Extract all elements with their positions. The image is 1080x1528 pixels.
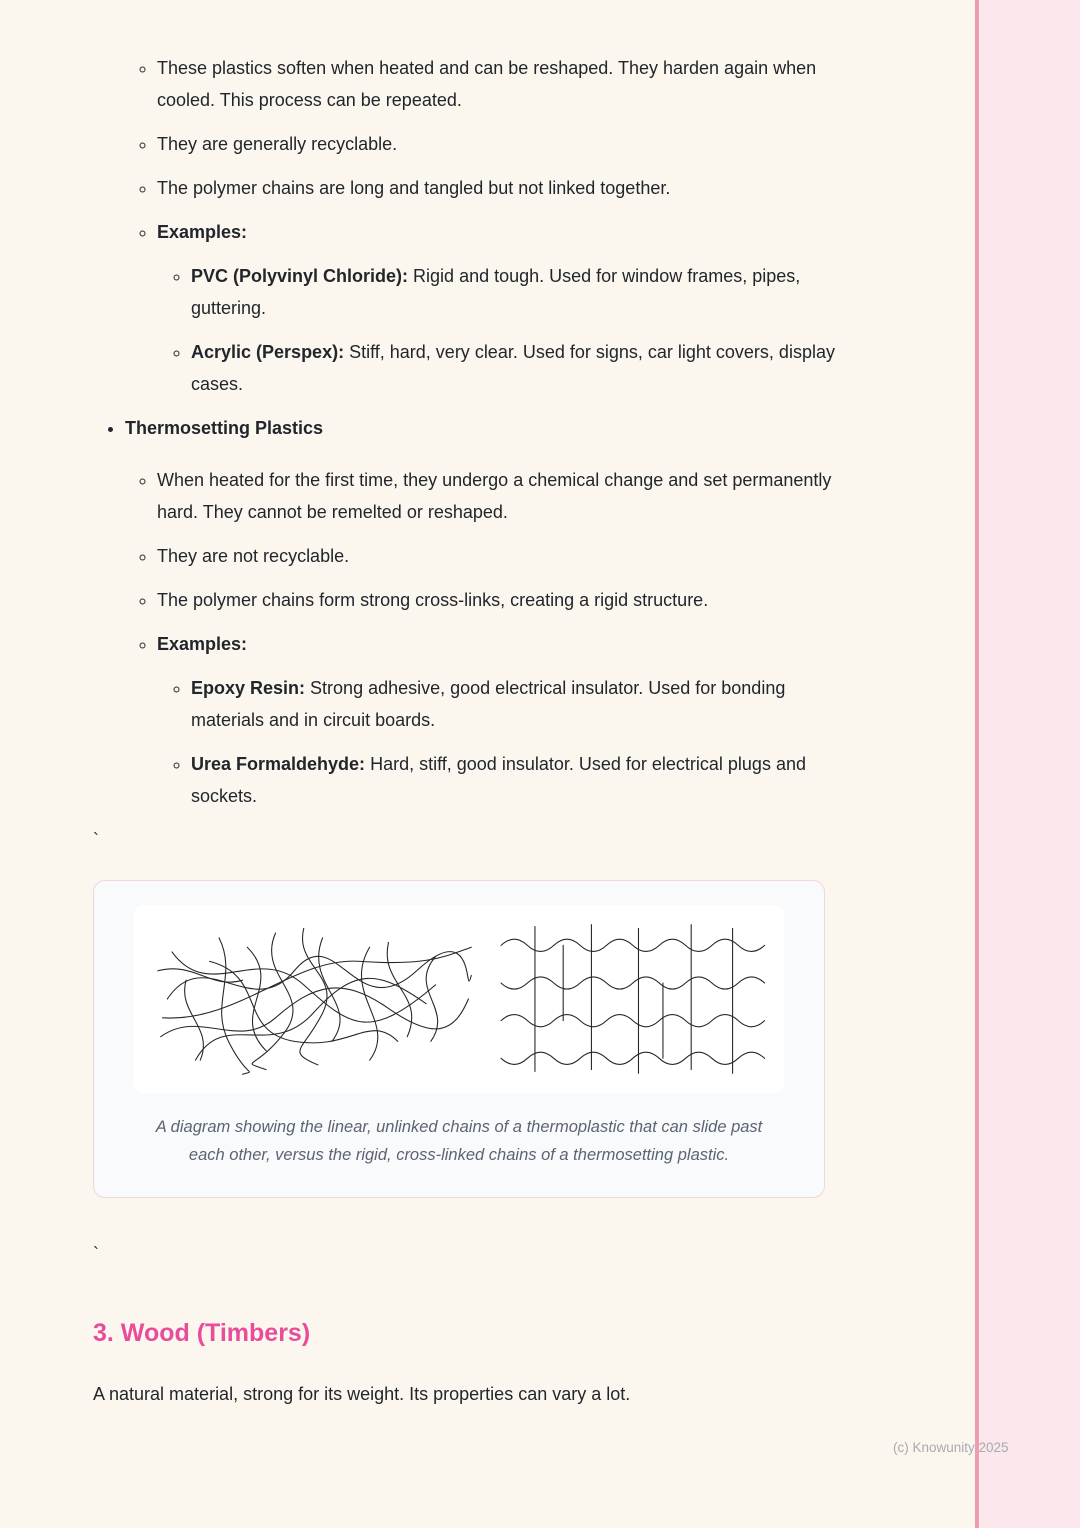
examples-label: Examples: <box>157 222 248 242</box>
figure-card <box>93 880 825 1198</box>
list-item <box>191 672 835 736</box>
wood-section-heading: 3. Wood (Timbers) <box>93 1319 311 1347</box>
list-item-text: The polymer chains form strong cross-links, creating a rigid structure. <box>157 590 709 610</box>
list-item <box>157 540 835 572</box>
list-item-text: They are not recyclable. <box>157 546 350 566</box>
thermoplastics-points-list <box>93 52 835 400</box>
example-desc: Stiff, hard, very clear. Used for signs, car light covers, display cases. <box>191 342 835 394</box>
list-item <box>191 260 835 324</box>
list-item <box>157 128 835 160</box>
example-desc: Strong adhesive, good electrical insulator. Used for bonding materials and in circuit boards. <box>191 678 786 730</box>
list-item-text: The polymer chains are long and tangled but not linked together. <box>157 178 671 198</box>
examples-label: Examples: <box>157 634 248 654</box>
thermosetting-section-list <box>93 412 835 812</box>
list-item-thermosetting <box>125 412 835 812</box>
thermosetting-examples-list <box>157 672 835 812</box>
stray-backtick: ` <box>93 1244 99 1264</box>
example-desc: Rigid and tough. Used for window frames, pipes, guttering. <box>191 266 801 318</box>
list-item <box>157 172 835 204</box>
list-item <box>191 336 835 400</box>
watermark: (c) Knowunity 2025 <box>893 1440 1009 1455</box>
list-item-text: When heated for the first time, they undergo a chemical change and set permanently hard. They cannot be remelted or reshaped. <box>157 470 832 522</box>
thermoplastic-tangled-chains-drawing <box>152 919 474 1079</box>
example-name: Epoxy Resin: <box>191 678 306 698</box>
example-name: Urea Formaldehyde: <box>191 754 366 774</box>
list-item-examples <box>157 216 835 400</box>
thermosetting-crosslinked-chains-drawing <box>500 919 766 1079</box>
figure-caption: A diagram showing the linear, unlinked chains of a thermoplastic that can slide past each other, versus the rigid, cross-linked chains of a thermosetting plastic. <box>155 1118 763 1164</box>
list-item <box>157 584 835 616</box>
figure-panel <box>134 905 784 1093</box>
list-item-text: These plastics soften when heated and can be reshaped. They harden again when cooled. This process can be repeated. <box>157 58 817 110</box>
thermosetting-points-list <box>125 464 835 812</box>
thermoplastics-examples-list <box>157 260 835 400</box>
list-item <box>191 748 835 812</box>
stray-backtick: ` <box>93 830 99 850</box>
right-pink-line <box>975 0 979 1528</box>
wood-intro-paragraph: A natural material, strong for its weight. Its properties can vary a lot. <box>93 1384 631 1404</box>
list-item <box>157 52 835 116</box>
right-pink-band <box>980 0 1080 1528</box>
thermosetting-title: Thermosetting Plastics <box>125 418 324 438</box>
document-content <box>93 52 835 1428</box>
list-item-text: They are generally recyclable. <box>157 134 398 154</box>
list-item-examples <box>157 628 835 812</box>
example-name: PVC (Polyvinyl Chloride): <box>191 266 409 286</box>
list-item <box>157 464 835 528</box>
example-desc: Hard, stiff, good insulator. Used for electrical plugs and sockets. <box>191 754 806 806</box>
example-name: Acrylic (Perspex): <box>191 342 345 362</box>
